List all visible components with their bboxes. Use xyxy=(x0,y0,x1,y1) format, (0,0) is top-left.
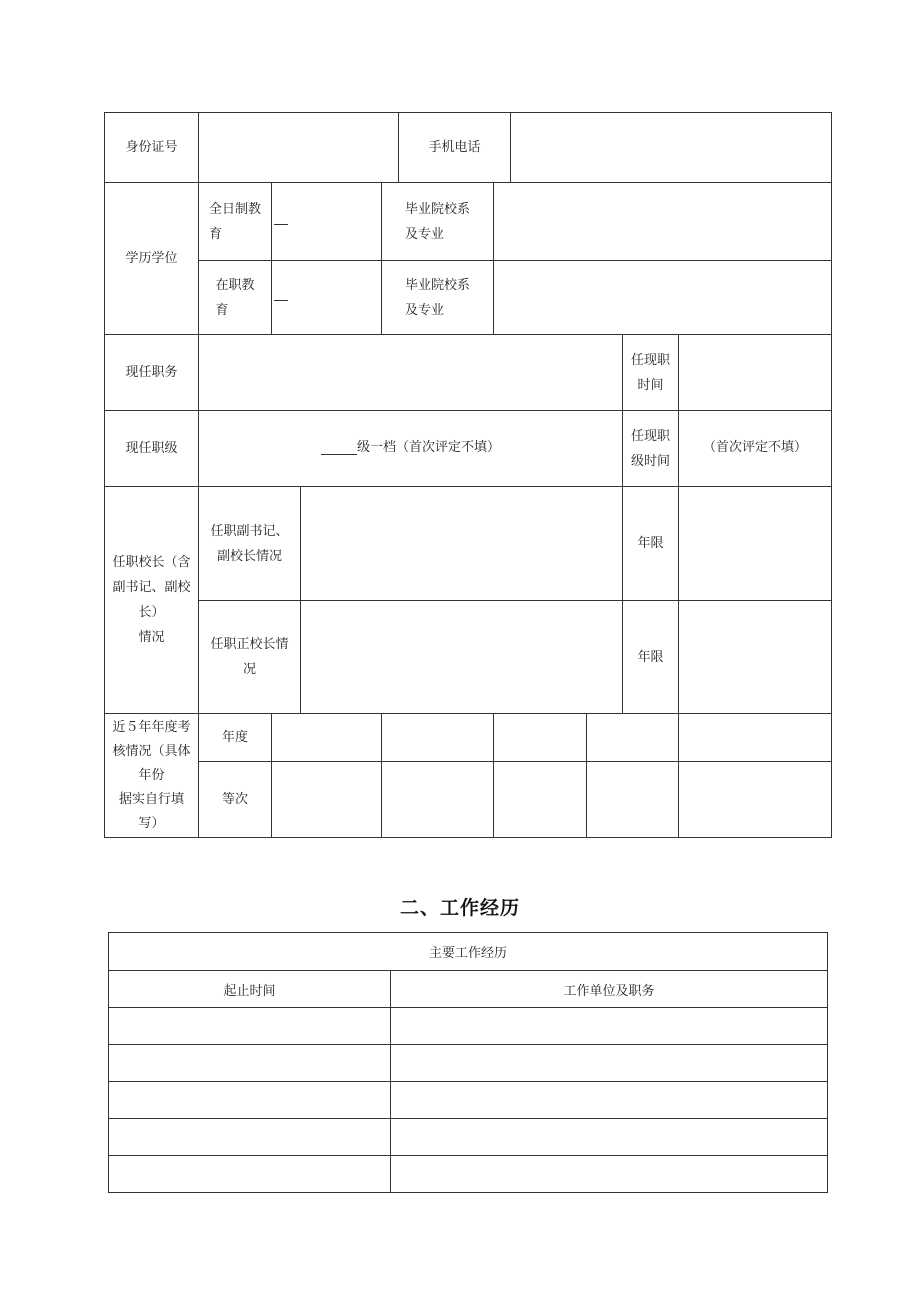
deputy-principal-field[interactable] xyxy=(301,487,623,601)
year-cell[interactable] xyxy=(494,714,587,762)
fulltime-school-field[interactable] xyxy=(494,183,832,261)
table-row xyxy=(109,1156,828,1193)
blank-line xyxy=(274,210,288,225)
grade-cell[interactable] xyxy=(587,762,679,838)
period-cell[interactable] xyxy=(109,1045,391,1082)
id-number-label: 身份证号 xyxy=(105,113,199,183)
phone-label: 手机电话 xyxy=(399,113,511,183)
period-cell[interactable] xyxy=(109,1082,391,1119)
inservice-school-label: 毕业院校系 及专业 xyxy=(382,261,494,335)
personal-info-table xyxy=(104,112,832,838)
chief-years-field[interactable] xyxy=(679,601,832,714)
table-row xyxy=(109,1045,828,1082)
chief-years-label: 年限 xyxy=(623,601,679,714)
table-row xyxy=(109,1008,828,1045)
grade-label: 等次 xyxy=(199,762,272,838)
inservice-degree-field[interactable] xyxy=(272,261,382,335)
year-label: 年度 xyxy=(199,714,272,762)
current-rank-label: 现任职级 xyxy=(105,411,199,487)
phone-field[interactable] xyxy=(511,113,832,183)
unit-cell[interactable] xyxy=(391,1045,828,1082)
post-since-field[interactable] xyxy=(679,335,832,411)
rank-since-field[interactable]: （首次评定不填） xyxy=(679,411,832,487)
fulltime-education-label: 全日制教 育 xyxy=(199,183,272,261)
period-cell[interactable] xyxy=(109,1008,391,1045)
unit-cell[interactable] xyxy=(391,1082,828,1119)
year-cell[interactable] xyxy=(272,714,382,762)
fulltime-degree-field[interactable] xyxy=(272,183,382,261)
grade-cell[interactable] xyxy=(679,762,832,838)
year-cell[interactable] xyxy=(679,714,832,762)
year-cell[interactable] xyxy=(382,714,494,762)
education-label: 学历学位 xyxy=(105,183,199,335)
work-history-table-title: 主要工作经历 xyxy=(109,933,828,971)
unit-cell[interactable] xyxy=(391,1008,828,1045)
appraisal-label: 近５年年度考 核情况（具体 年份 据实自行填 写） xyxy=(105,714,199,838)
rank-since-label: 任现职级时间 xyxy=(623,411,679,487)
unit-cell[interactable] xyxy=(391,1156,828,1193)
period-column-header: 起止时间 xyxy=(109,971,391,1008)
blank-line xyxy=(321,440,357,455)
year-cell[interactable] xyxy=(587,714,679,762)
work-history-table xyxy=(108,932,828,1193)
unit-column-header: 工作单位及职务 xyxy=(391,971,828,1008)
fulltime-school-label: 毕业院校系 及专业 xyxy=(382,183,494,261)
rank-field[interactable]: 级一档（首次评定不填） xyxy=(199,411,623,487)
grade-cell[interactable] xyxy=(494,762,587,838)
current-post-label: 现任职务 xyxy=(105,335,199,411)
chief-principal-field[interactable] xyxy=(301,601,623,714)
period-cell[interactable] xyxy=(109,1119,391,1156)
deputy-years-field[interactable] xyxy=(679,487,832,601)
principal-experience-label: 任职校长（含 副书记、副校 长） 情况 xyxy=(105,487,199,714)
table-row xyxy=(109,1119,828,1156)
deputy-years-label: 年限 xyxy=(623,487,679,601)
grade-cell[interactable] xyxy=(382,762,494,838)
inservice-school-field[interactable] xyxy=(494,261,832,335)
deputy-principal-label: 任职副书记、 副校长情况 xyxy=(199,487,301,601)
table-row xyxy=(109,1082,828,1119)
period-cell[interactable] xyxy=(109,1156,391,1193)
post-since-label: 任现职时间 xyxy=(623,335,679,411)
chief-principal-label: 任职正校长情 况 xyxy=(199,601,301,714)
current-post-field[interactable] xyxy=(199,335,623,411)
id-number-field[interactable] xyxy=(199,113,399,183)
section-title: 二、工作经历 xyxy=(399,897,520,919)
blank-line xyxy=(274,286,288,301)
grade-cell[interactable] xyxy=(272,762,382,838)
inservice-education-label: 在职教 育 xyxy=(199,261,272,335)
unit-cell[interactable] xyxy=(391,1119,828,1156)
